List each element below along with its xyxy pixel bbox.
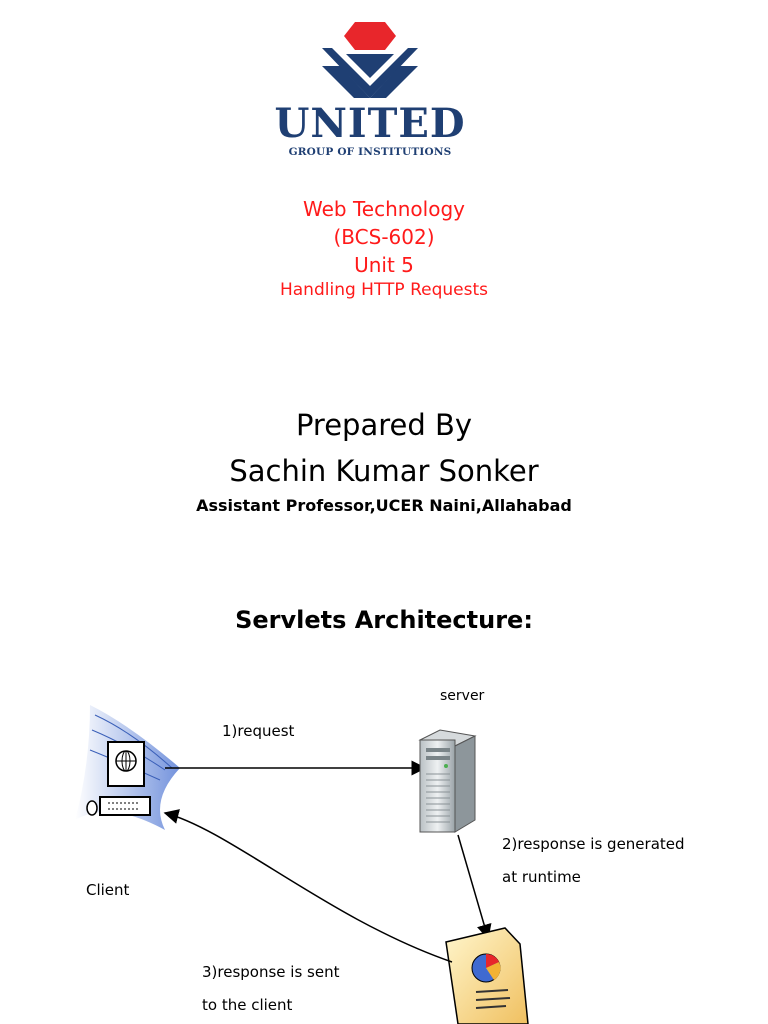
server-icon bbox=[420, 730, 475, 832]
response-generated-label-line2: at runtime bbox=[502, 868, 581, 886]
response-generation-arrow bbox=[458, 835, 488, 938]
response-sent-label-line1: 3)response is sent bbox=[202, 963, 340, 981]
course-topic: Handling HTTP Requests bbox=[279, 280, 488, 300]
course-info bbox=[0, 195, 768, 279]
logo-emblem-icon bbox=[270, 18, 470, 108]
servlet-architecture-diagram bbox=[0, 670, 768, 1024]
author-block bbox=[0, 402, 768, 494]
response-generated-label-line1: 2)response is generated bbox=[502, 835, 685, 853]
diagram-title: Servlets Architecture: bbox=[235, 606, 533, 634]
response-sent-label-line2: to the client bbox=[202, 996, 293, 1014]
institution-name: UNITED bbox=[274, 100, 466, 147]
server-label: server bbox=[440, 688, 485, 704]
author-role: Assistant Professor,UCER Naini,Allahabad bbox=[196, 496, 572, 515]
client-label: Client bbox=[86, 881, 130, 899]
response-document-icon bbox=[446, 928, 528, 1024]
request-label: 1)request bbox=[222, 722, 295, 740]
prepared-by-label: Prepared By bbox=[295, 408, 473, 442]
course-subject: Web Technology bbox=[303, 197, 465, 221]
course-code: (BCS-602) bbox=[333, 225, 435, 249]
institution-subtitle: GROUP OF INSTITUTIONS bbox=[288, 146, 452, 158]
author-name: Sachin Kumar Sonker bbox=[229, 454, 539, 488]
course-unit: Unit 5 bbox=[354, 253, 414, 277]
response-sent-arrow bbox=[165, 813, 452, 962]
